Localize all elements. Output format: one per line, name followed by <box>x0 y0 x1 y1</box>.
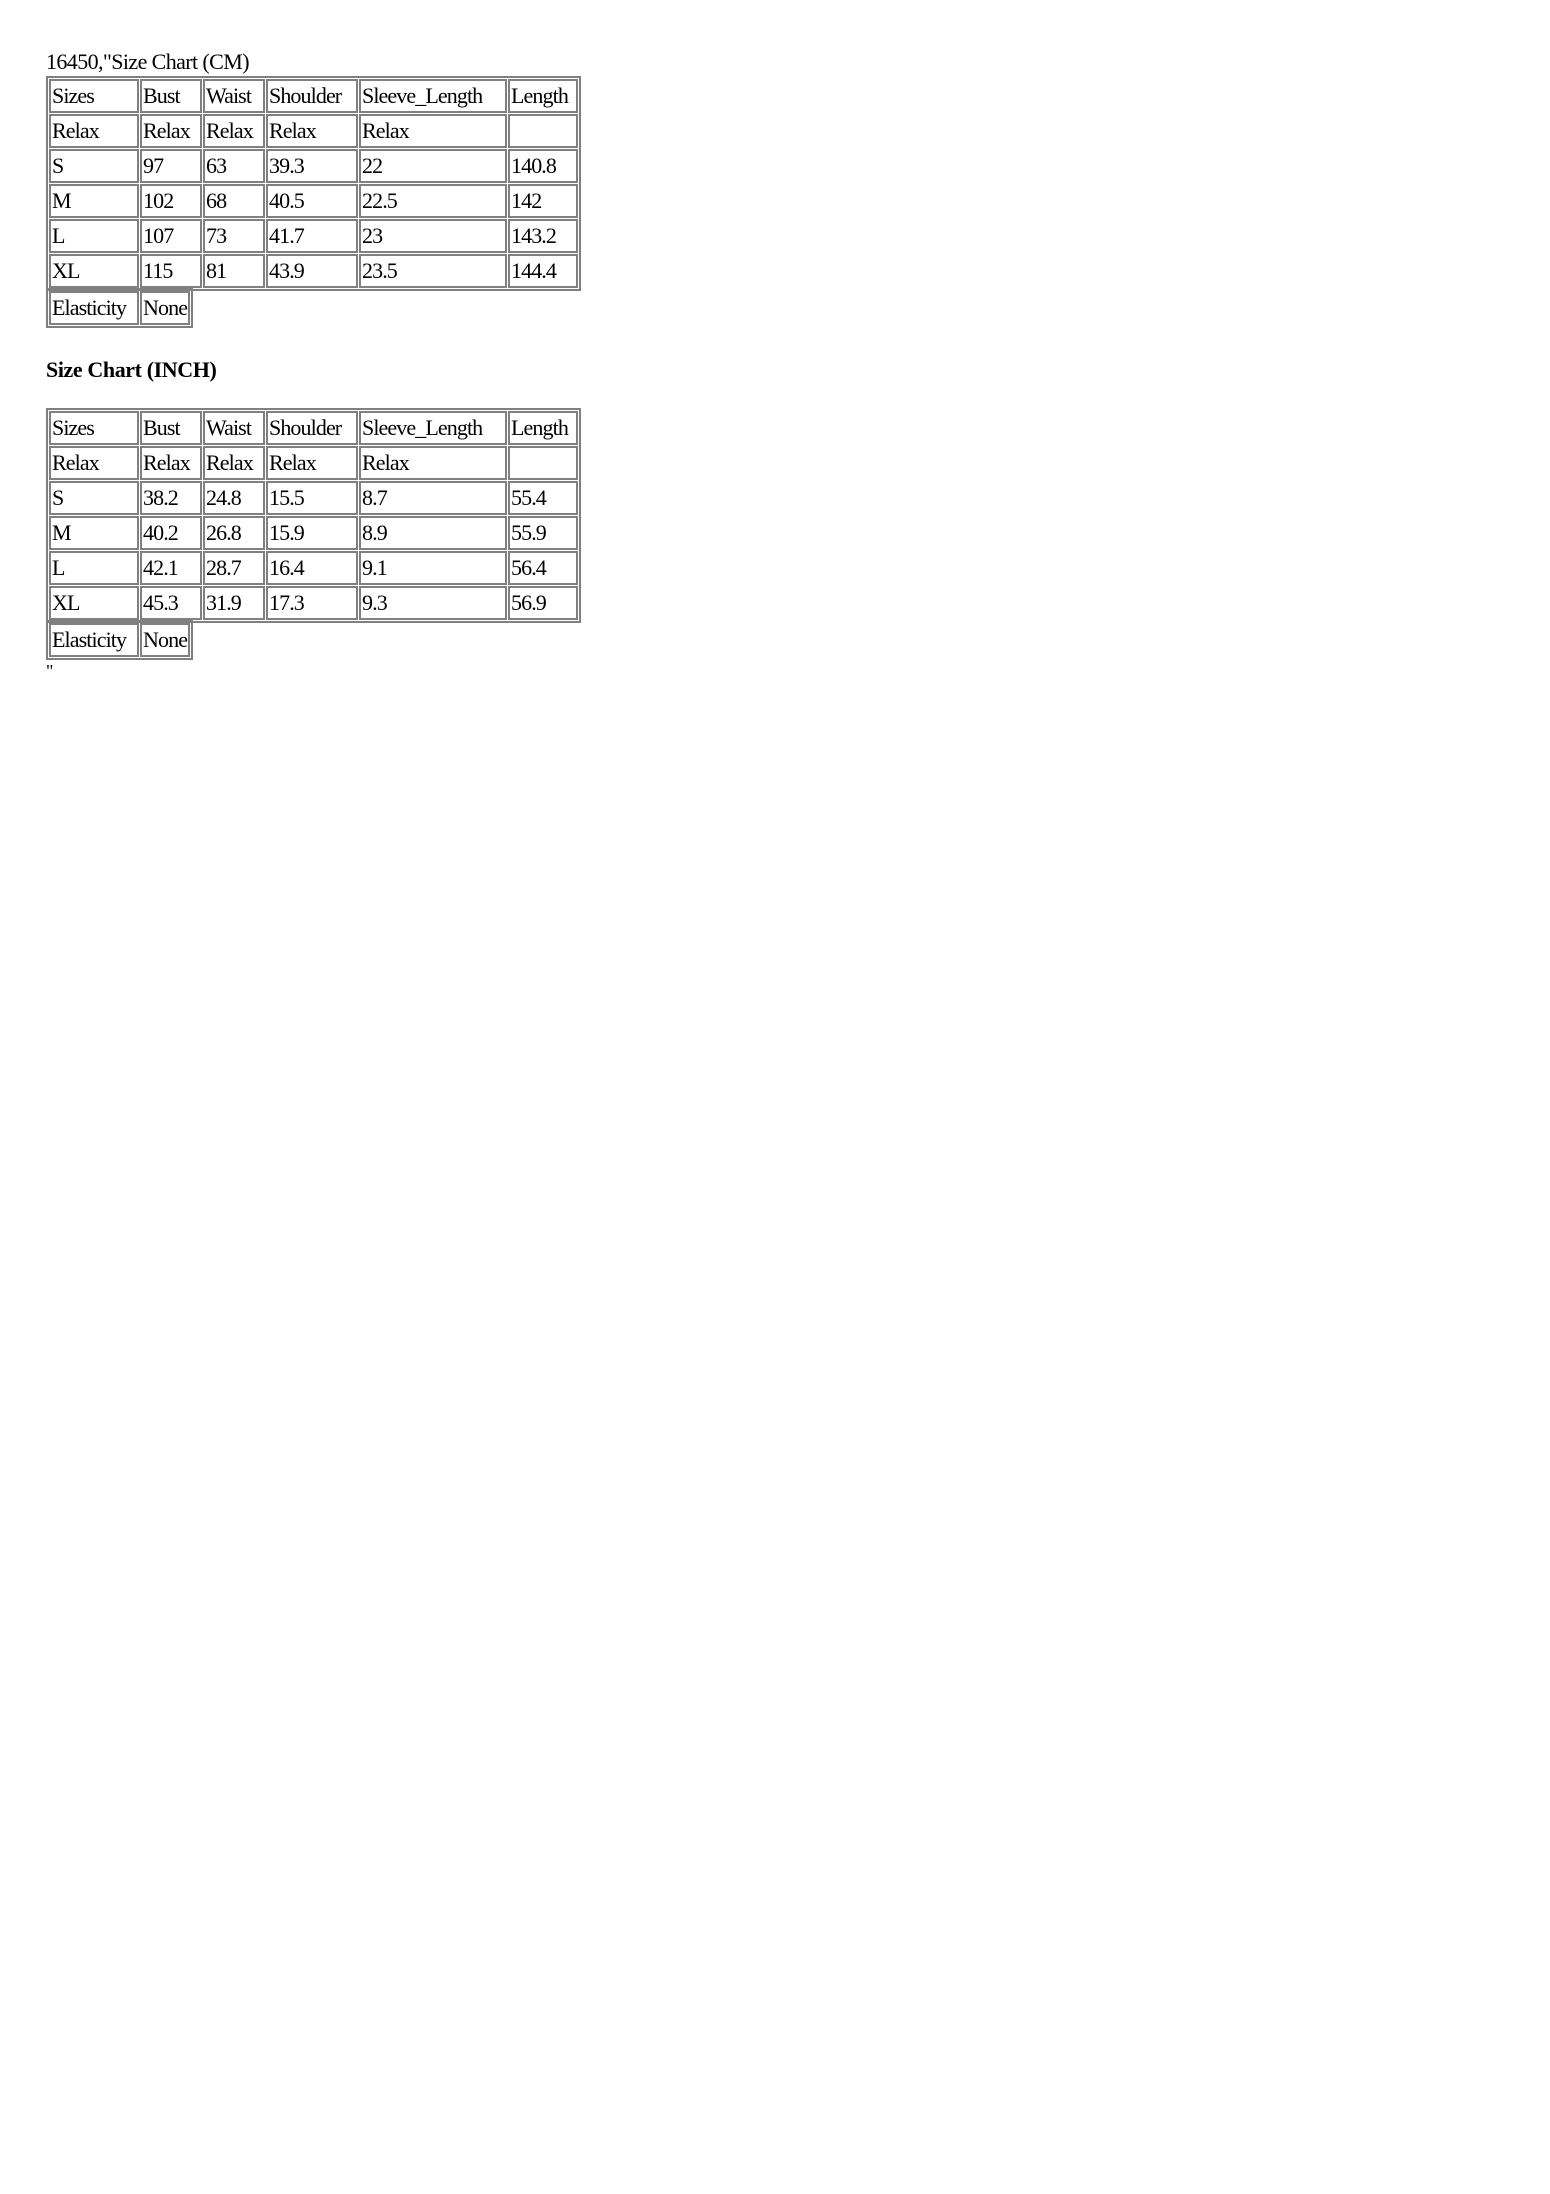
header-cell-bust: Bust <box>140 411 202 445</box>
document-page <box>46 48 581 680</box>
table-cell: 8.7 <box>359 481 507 515</box>
table-cell: 81 <box>203 254 265 288</box>
table-cell: S <box>49 481 139 515</box>
header-cell-length: Length <box>508 79 578 113</box>
table-row-elasticity <box>49 291 190 325</box>
table-cell: 22 <box>359 149 507 183</box>
table-row <box>49 149 578 183</box>
table-cell: L <box>49 551 139 585</box>
table-row <box>49 551 578 585</box>
table-cell: S <box>49 149 139 183</box>
table-cell: 140.8 <box>508 149 578 183</box>
table-cell: Relax <box>359 114 507 148</box>
elasticity-inch-table <box>46 620 193 660</box>
table-row-relax <box>49 114 578 148</box>
table-cell: 68 <box>203 184 265 218</box>
header-cell-shoulder: Shoulder <box>266 79 358 113</box>
table-row <box>49 254 578 288</box>
size-chart-cm-table <box>46 76 581 291</box>
table-cell: 43.9 <box>266 254 358 288</box>
table-cell: 38.2 <box>140 481 202 515</box>
header-cell-waist: Waist <box>203 411 265 445</box>
header-cell-waist: Waist <box>203 79 265 113</box>
table-cell <box>508 446 578 480</box>
table-cell: 144.4 <box>508 254 578 288</box>
table-cell: 8.9 <box>359 516 507 550</box>
table-header-row <box>49 79 578 113</box>
table-row <box>49 481 578 515</box>
doc-title: 16450,"Size Chart (CM) <box>46 49 249 74</box>
table-cell: 23 <box>359 219 507 253</box>
table-cell: 9.3 <box>359 586 507 620</box>
table-cell: Relax <box>266 114 358 148</box>
table-cell: 40.5 <box>266 184 358 218</box>
table-cell: None <box>140 291 190 325</box>
table-cell: 41.7 <box>266 219 358 253</box>
table-cell: 40.2 <box>140 516 202 550</box>
table-cell: Relax <box>49 114 139 148</box>
table-cell: Relax <box>140 114 202 148</box>
table-cell: 23.5 <box>359 254 507 288</box>
table-cell: 17.3 <box>266 586 358 620</box>
table-cell: 55.9 <box>508 516 578 550</box>
table-cell: 142 <box>508 184 578 218</box>
table-cell: 9.1 <box>359 551 507 585</box>
table-cell: Relax <box>203 446 265 480</box>
table-cell: 73 <box>203 219 265 253</box>
header-cell-bust: Bust <box>140 79 202 113</box>
table-row <box>49 184 578 218</box>
table-cell: 24.8 <box>203 481 265 515</box>
table-row-relax <box>49 446 578 480</box>
header-cell-sizes: Sizes <box>49 411 139 445</box>
table-cell: 15.5 <box>266 481 358 515</box>
table-cell: 42.1 <box>140 551 202 585</box>
table-cell: M <box>49 516 139 550</box>
table-cell: 107 <box>140 219 202 253</box>
table-cell: 56.9 <box>508 586 578 620</box>
table-cell: 45.3 <box>140 586 202 620</box>
table-cell: Elasticity <box>49 291 139 325</box>
header-cell-shoulder: Shoulder <box>266 411 358 445</box>
table-cell: Relax <box>266 446 358 480</box>
table-cell: 115 <box>140 254 202 288</box>
inch-section-heading: Size Chart (INCH) <box>46 357 217 382</box>
table-cell: XL <box>49 586 139 620</box>
table-cell: Elasticity <box>49 623 139 657</box>
table-cell: 31.9 <box>203 586 265 620</box>
table-cell: 55.4 <box>508 481 578 515</box>
table-cell: 22.5 <box>359 184 507 218</box>
table-cell <box>508 114 578 148</box>
table-cell: 143.2 <box>508 219 578 253</box>
closing-quote: " <box>46 661 54 681</box>
header-cell-sizes: Sizes <box>49 79 139 113</box>
elasticity-cm-table <box>46 288 193 328</box>
table-cell: 56.4 <box>508 551 578 585</box>
header-cell-sleeve-length: Sleeve_Length <box>359 411 507 445</box>
table-cell: 16.4 <box>266 551 358 585</box>
header-cell-sleeve-length: Sleeve_Length <box>359 79 507 113</box>
table-cell: Relax <box>359 446 507 480</box>
table-cell: 15.9 <box>266 516 358 550</box>
table-row <box>49 516 578 550</box>
table-cell: Relax <box>203 114 265 148</box>
header-cell-length: Length <box>508 411 578 445</box>
table-cell: 26.8 <box>203 516 265 550</box>
table-row <box>49 219 578 253</box>
table-header-row <box>49 411 578 445</box>
table-cell: 97 <box>140 149 202 183</box>
table-cell: XL <box>49 254 139 288</box>
table-cell: Relax <box>140 446 202 480</box>
table-cell: 63 <box>203 149 265 183</box>
table-cell: 102 <box>140 184 202 218</box>
table-cell: 28.7 <box>203 551 265 585</box>
table-row-elasticity <box>49 623 190 657</box>
table-cell: L <box>49 219 139 253</box>
table-cell: Relax <box>49 446 139 480</box>
table-cell: None <box>140 623 190 657</box>
table-cell: 39.3 <box>266 149 358 183</box>
table-row <box>49 586 578 620</box>
size-chart-inch-table <box>46 408 581 623</box>
table-cell: M <box>49 184 139 218</box>
